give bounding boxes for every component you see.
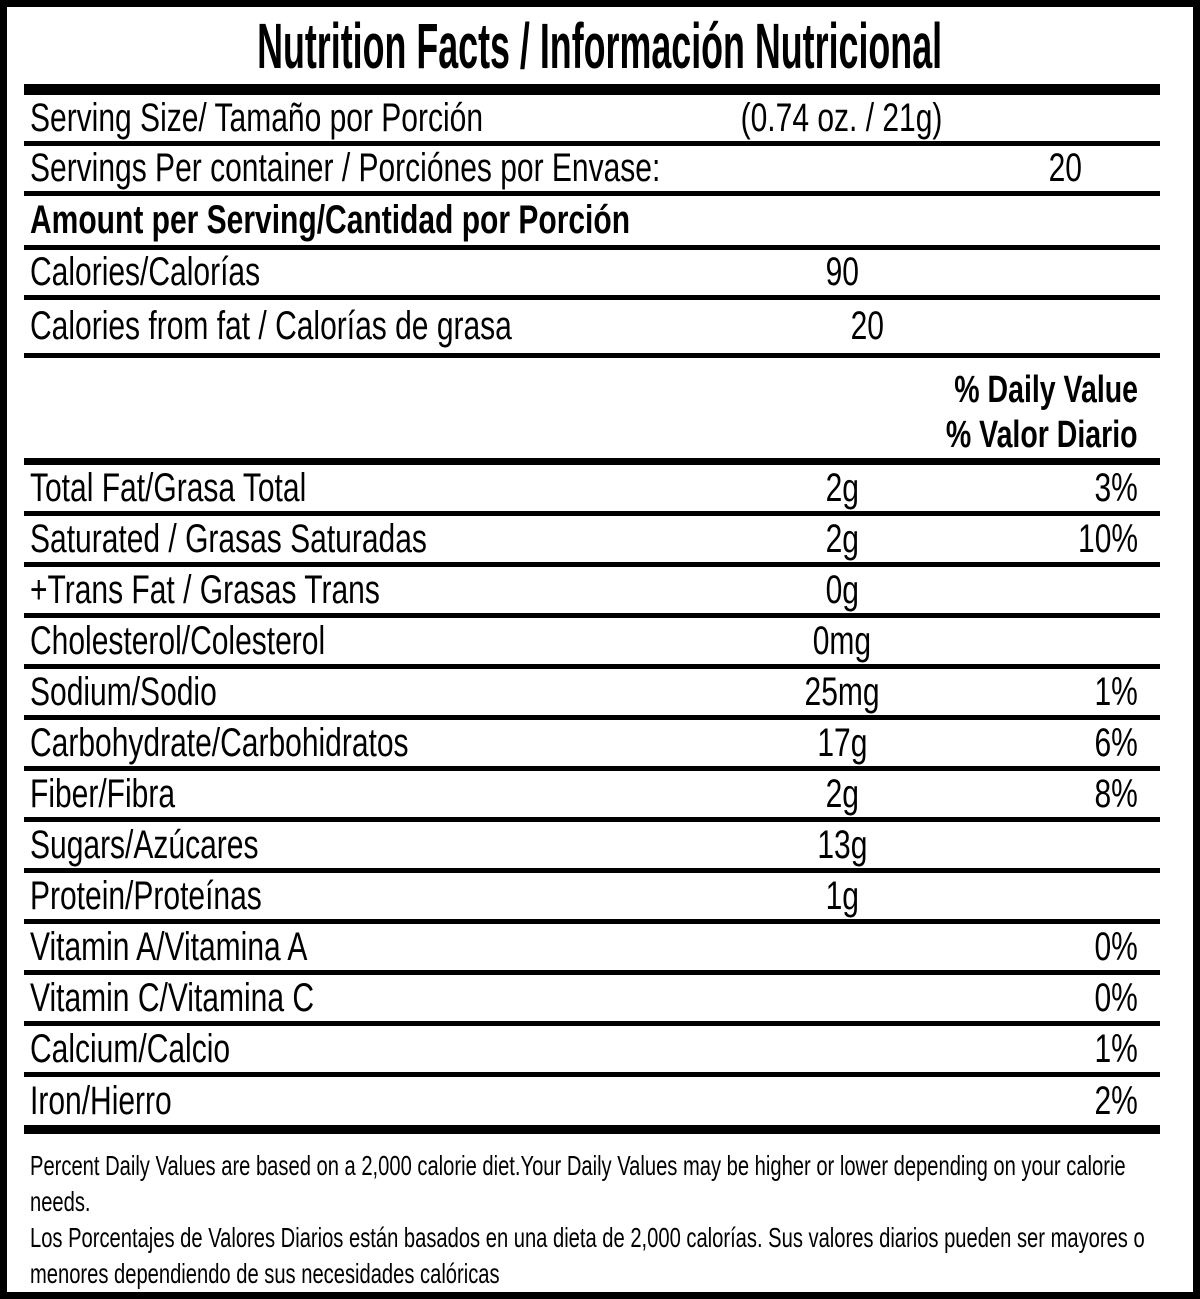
label-title-row [7,7,1193,84]
serving-size-value: (0.74 oz. / 21g) [741,95,943,140]
nutrient-dv: 1% [1094,1026,1138,1071]
serving-size-row [24,95,1160,146]
calories-label: Calories/Calorías [30,250,261,294]
table-row-total-fat [24,465,1160,516]
nutrient-label: Carbohydrate/Carbohidratos [30,720,409,765]
nutrient-amount: 25mg [804,669,880,714]
table-row-sodium [24,669,1160,720]
nutrient-amount: 2g [825,516,859,561]
nutrient-amount: 13g [816,822,868,867]
calories-from-fat-value: 20 [850,304,885,348]
table-row-fiber [24,771,1160,822]
label-content [7,95,1193,1292]
nutrient-dv: 2% [1094,1078,1138,1123]
table-row-trans-fat [24,567,1160,618]
nutrient-label: Cholesterol/Colesterol [30,618,326,663]
nutrient-dv: 0% [1094,924,1138,969]
nutrient-label: Vitamin C/Vitamina C [30,975,315,1020]
table-row-vitamin-c [24,975,1160,1026]
nutrient-dv: 1% [1094,669,1138,714]
table-row-carbohydrate [24,720,1160,771]
nutrient-dv: 6% [1094,720,1138,765]
daily-value-header [24,358,1160,465]
nutrient-label: Vitamin A/Vitamina A [30,924,308,969]
nutrient-label: +Trans Fat / Grasas Trans [30,567,380,612]
amount-per-serving-heading-row [24,196,1160,250]
nutrient-amount: 2g [825,771,859,816]
table-row-iron [24,1077,1160,1134]
table-row-protein [24,873,1160,924]
servings-per-container-value: 20 [1048,146,1083,190]
table-row-saturated-fat [24,516,1160,567]
calories-from-fat-label: Calories from fat / Calorías de grasa [30,304,512,348]
nutrient-amount: 0mg [812,618,872,663]
calories-from-fat-row [24,300,1160,358]
nutrient-dv: 0% [1094,975,1138,1020]
nutrient-dv: 10% [1077,516,1138,561]
page-title: Nutrition Facts / Información Nutricional [257,9,943,82]
nutrient-label: Iron/Hierro [30,1078,172,1123]
nutrient-label: Sugars/Azúcares [30,822,259,867]
table-row-vitamin-a [24,924,1160,975]
nutrient-dv: 3% [1094,465,1138,510]
nutrient-label: Total Fat/Grasa Total [30,465,307,510]
nutrient-label: Fiber/Fibra [30,771,176,816]
amount-per-serving-heading: Amount per Serving/Cantidad por Porción [30,198,631,242]
daily-value-header-es: % Valor Diario [946,414,1138,456]
footnote [24,1134,1160,1292]
daily-value-header-en: % Daily Value [954,369,1138,411]
nutrient-label: Sodium/Sodio [30,669,217,714]
table-row-sugars [24,822,1160,873]
servings-per-container-row [24,146,1160,196]
footnote-spanish: Los Porcentajes de Valores Diarios están basados en una dieta de 2,000 calorías. Sus valores diarios pueden ser mayores o menores dependiendo de sus necesidades calóricas [30,1222,1145,1289]
calories-row [24,250,1160,300]
table-row-cholesterol [24,618,1160,669]
nutrient-dv: 8% [1094,771,1138,816]
nutrient-amount: 2g [825,465,859,510]
nutrient-amount: 0g [825,567,859,612]
nutrient-label: Saturated / Grasas Saturadas [30,516,427,561]
serving-size-label: Serving Size/ Tamaño por Porción [30,95,484,140]
nutrient-amount: 1g [825,873,859,918]
nutrient-label: Protein/Proteínas [30,873,262,918]
nutrient-label: Calcium/Calcio [30,1026,231,1071]
nutrient-amount: 17g [816,720,868,765]
servings-per-container-label: Servings Per container / Porciónes por Envase: [30,146,661,190]
title-separator-bar [24,84,1160,95]
calories-value: 90 [825,250,859,294]
footnote-english: Percent Daily Values are based on a 2,000 calorie diet.Your Daily Values may be higher or lower depending on your calorie needs. [30,1150,1126,1217]
table-row-calcium [24,1026,1160,1077]
